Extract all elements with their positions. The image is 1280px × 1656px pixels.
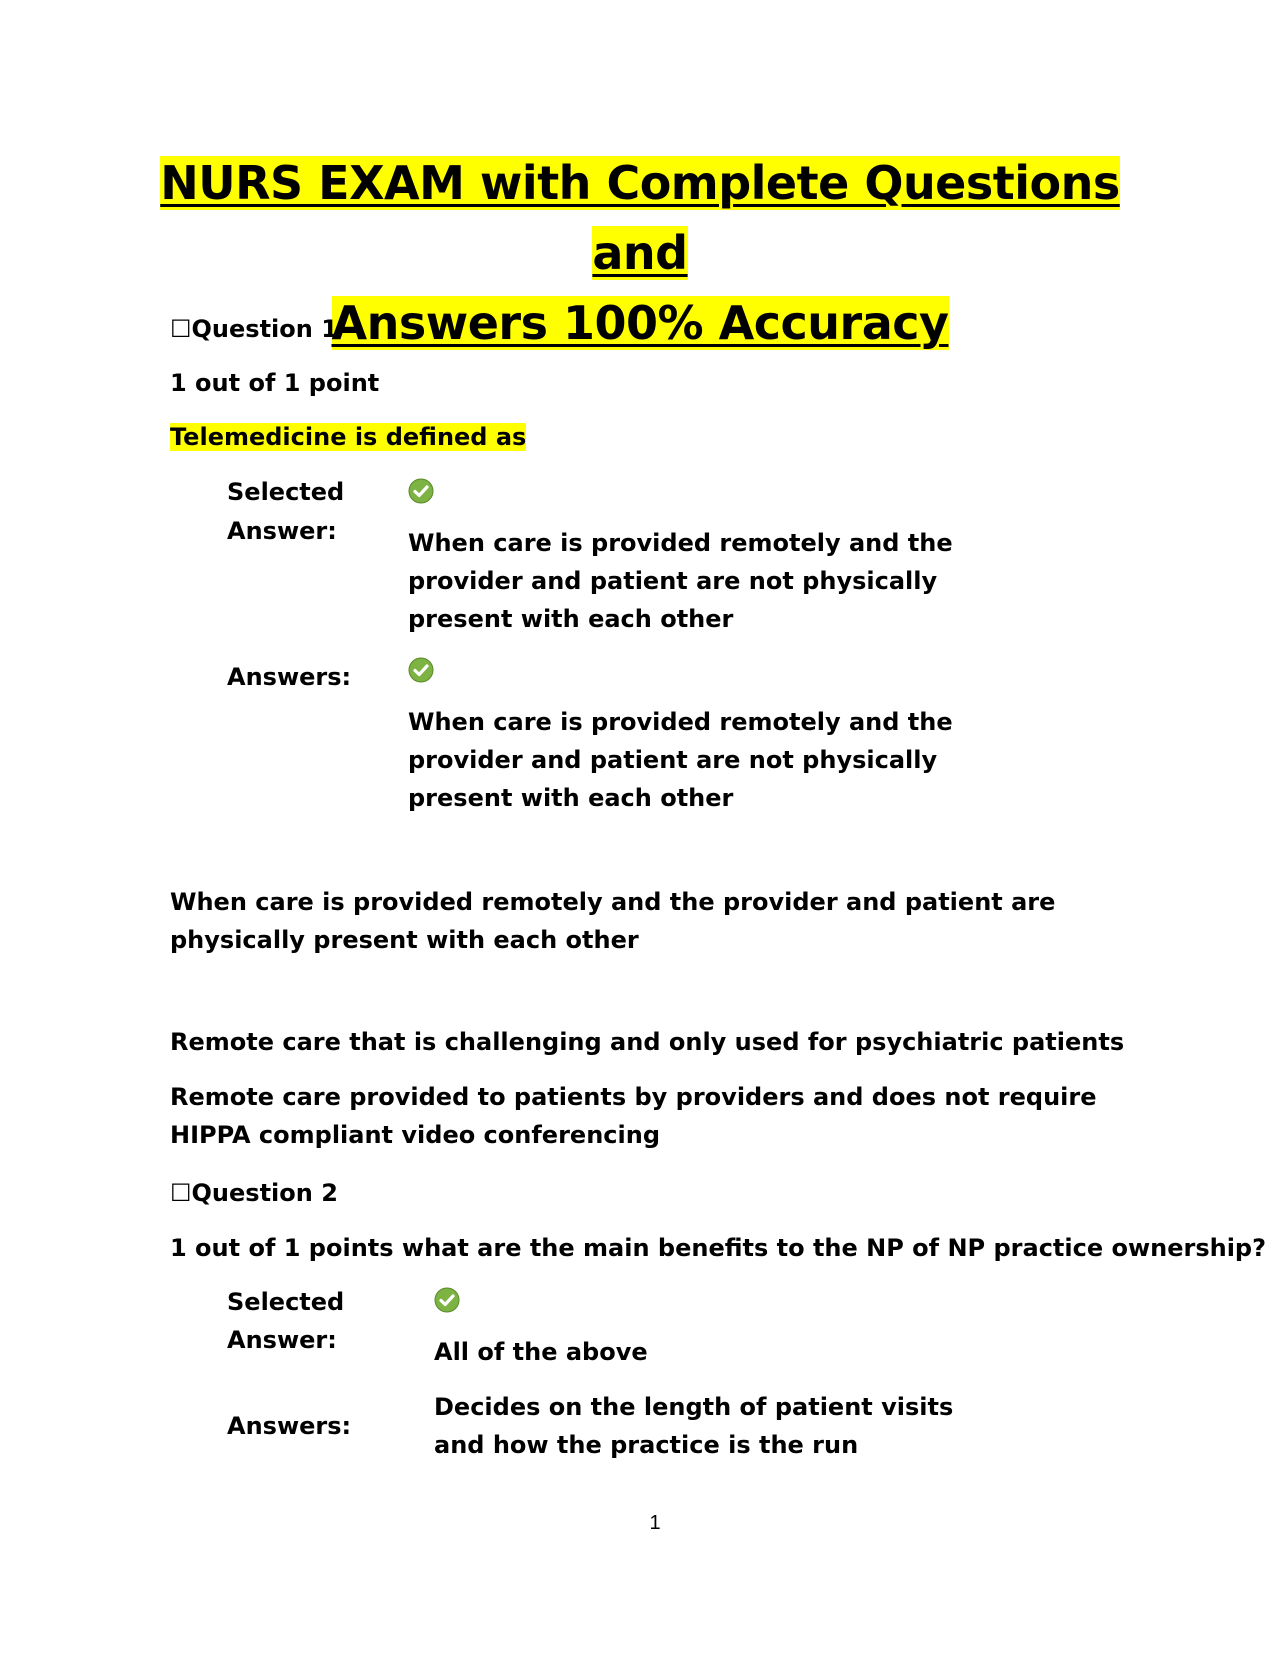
q1-option-4: Remote care provided to patients by providers and does not require HIPPA compliant video conferencing [170,1083,1097,1149]
question-1-prompt-text: Telemedicine is defined as [170,423,527,451]
q1-option-3: Remote care that is challenging and only used for psychiatric patients [170,1028,1125,1056]
q2-selected-label-2: Answer: [227,1326,337,1354]
check-circle-icon [434,1287,460,1313]
q1-answers-label: Answers: [227,663,352,691]
q1-correct-answer: When care is provided remotely and the provider and patient are not physically present with each other [408,708,953,812]
q2-selected-answer: All of the above [434,1338,648,1366]
q1-selected-label-2: Answer: [227,517,337,545]
q1-selected-answer: When care is provided remotely and the provider and patient are not physically present with each other [408,529,953,633]
q1-option-2: When care is provided remotely and the provider and patient are physically present with each other [170,888,1056,954]
question-1-heading: ☐Question 1 [170,315,338,343]
question-2-points-prompt: 1 out of 1 points what are the main benefits to the NP of NP practice ownership? [170,1234,1267,1262]
question-2-heading: ☐Question 2 [170,1179,338,1207]
check-circle-icon [408,657,434,683]
question-1-prompt [170,418,526,456]
q2-answers-label: Answers: [227,1412,352,1440]
check-circle-icon [408,478,434,504]
q2-selected-label-1: Selected [227,1288,345,1316]
q1-selected-label-1: Selected [227,478,345,506]
q2-answer-option-1: Decides on the length of patient visits and how the practice is the run [434,1393,954,1459]
title-line-2: Answers 100% Accuracy [331,296,949,350]
title-line-1: NURS EXAM with Complete Questions and [160,156,1120,280]
page-number: 1 [649,1512,661,1534]
question-1-points: 1 out of 1 point [170,369,380,397]
